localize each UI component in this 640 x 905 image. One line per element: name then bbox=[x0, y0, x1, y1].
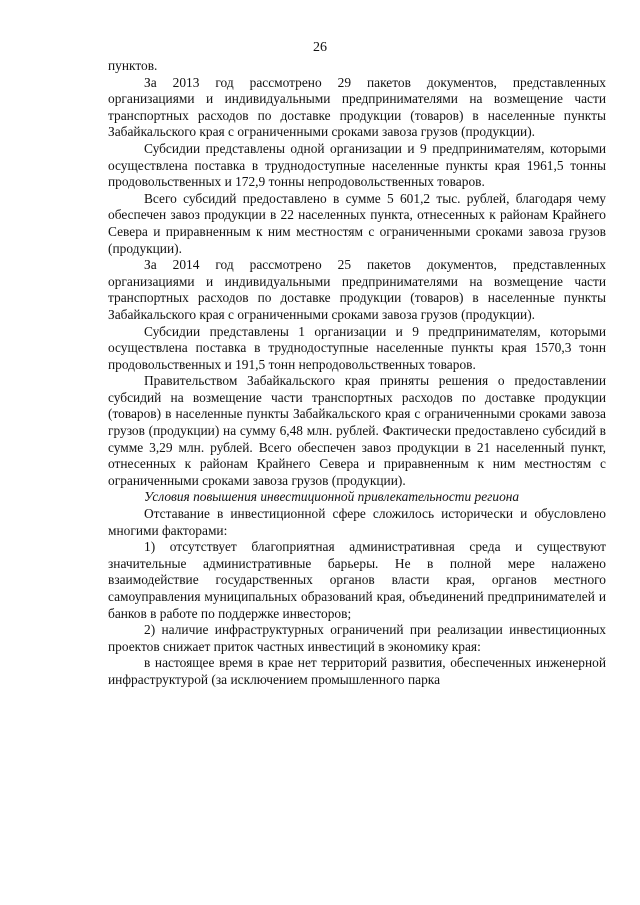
page-body bbox=[108, 58, 606, 689]
paragraph: За 2013 год рассмотрено 29 пакетов документов, представленных организациями и индивидуальными предпринимателями на возмещение части транспортных расходов по доставке продукции (товаров) в населенные пункты Забайкальского края с ограниченными сроками завоза грузов (продукции). bbox=[108, 74, 606, 140]
paragraph: За 2014 год рассмотрено 25 пакетов документов, представленных организациями и индивидуальными предпринимателями на возмещение части транспортных расходов по доставке продукции (товаров) в населенные пункты Забайкальского края с ограниченными сроками завоза грузов (продукции). bbox=[108, 257, 606, 322]
paragraph: 1) отсутствует благоприятная административная среда и существуют значительные административные барьеры. Не в полной мере налажено взаимодействие государственных органов власти края, органов местного самоуправления муниципальных образований края, объединений предпринимателей и банков в работе по поддержке инвесторов; bbox=[108, 539, 606, 621]
paragraph: Правительством Забайкальского края приняты решения о предоставлении субсидий на возмещение части транспортных расходов по доставке продукции (товаров) в населенные пункты Забайкальского края с ограниченными сроками завоза грузов (продукции) на сумму 6,48 млн. рублей. Фактически предоставлено субсидий в сумме 3,29 млн. рублей. Всего обеспечен завоз продукции в 21 населенный пункт, отнесенных к районам Крайнего Севера и приравненным к ним местностям с ограниченными сроками завоза грузов (продукции). bbox=[108, 373, 606, 488]
paragraph: Всего субсидий предоставлено в сумме 5 601,2 тыс. рублей, благодаря чему обеспечен завоз продукции в 22 населенных пункта, отнесенных к районам Крайнего Севера и приравненным к ним местностям с ограниченными сроками завоза грузов (продукции). bbox=[108, 190, 606, 256]
section-heading: Условия повышения инвестиционной привлекательности региона bbox=[144, 489, 520, 505]
page-number: 26 bbox=[313, 40, 327, 55]
paragraph: Отставание в инвестиционной сфере сложилось исторически и обусловлено многими факторами: bbox=[108, 506, 606, 538]
paragraph: Субсидии представлены одной организации и 9 предпринимателям, которыми осуществлена поставка в труднодоступные населенные пункты края 1961,5 тонны продовольственных и 172,9 тонны непродовольственных товаров. bbox=[108, 140, 606, 190]
paragraph: 2) наличие инфраструктурных ограничений при реализации инвестиционных проектов снижает приток частных инвестиций в экономику края: bbox=[108, 622, 606, 654]
paragraph: Субсидии представлены 1 организации и 9 предпринимателям, которыми осуществлена поставка в труднодоступные населенные пункты края 1570,3 тонн продовольственных и 191,5 тонн непродовольственных товаров. bbox=[108, 323, 606, 372]
paragraph: в настоящее время в крае нет территорий развития, обеспеченных инженерной инфраструктурой (за исключением промышленного парка bbox=[108, 655, 606, 687]
paragraph: пунктов. bbox=[108, 58, 158, 73]
